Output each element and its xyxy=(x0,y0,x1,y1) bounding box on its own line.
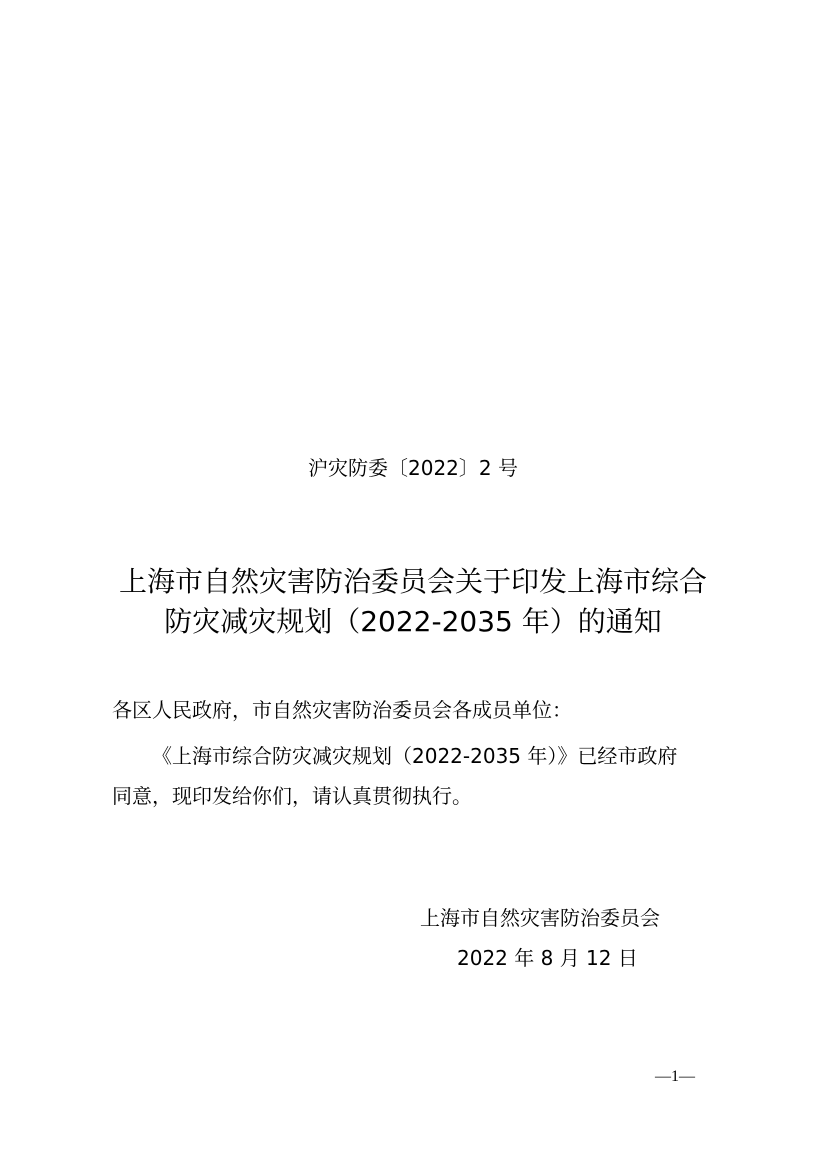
page-number: —1— xyxy=(655,1068,695,1085)
document-title-line: 上海市自然灾害防治委员会关于印发上海市综合 xyxy=(118,565,707,598)
document-number: 沪灾防委〔2022〕2 号 xyxy=(308,456,518,480)
body-paragraph xyxy=(112,736,714,816)
body-line: 同意，现印发给你们，请认真贯彻执行。 xyxy=(112,784,472,808)
signature-organization: 上海市自然灾害防治委员会 xyxy=(420,906,660,930)
salutation: 各区人民政府，市自然灾害防治委员会各成员单位： xyxy=(112,698,572,722)
body-line: 《上海市综合防灾减灾规划（2022-2035 年）》已经市政府 xyxy=(152,744,678,768)
document-title-line: 防灾减灾规划（2022-2035 年）的通知 xyxy=(164,605,662,638)
document-title xyxy=(0,562,826,642)
signature-date: 2022 年 8 月 12 日 xyxy=(457,946,638,970)
